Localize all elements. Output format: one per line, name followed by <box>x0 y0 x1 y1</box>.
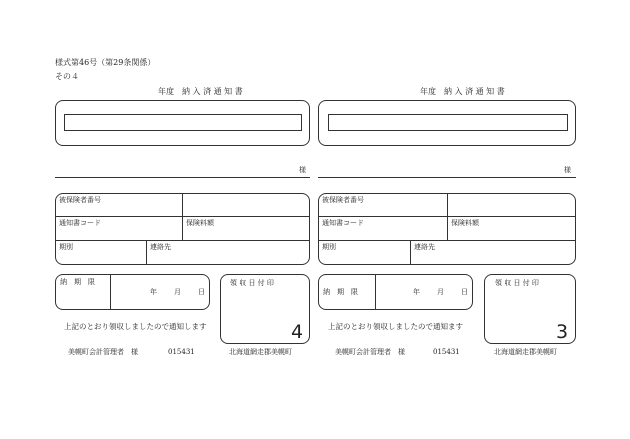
due-year: 年 <box>150 288 157 296</box>
slip-title: 年度 納 入 済 通 知 書 <box>158 87 243 96</box>
notice-code-label: 通知書コード <box>322 219 364 227</box>
due-month: 月 <box>174 288 181 296</box>
address: 北海道網走郡美幌町 <box>494 348 557 356</box>
due-year: 年 <box>413 288 420 296</box>
period-label: 期別 <box>59 243 73 251</box>
treasurer: 美幌町会計管理者 様 <box>335 348 405 356</box>
slip-title: 年度 納 入 済 通 知 書 <box>420 87 505 96</box>
treasurer: 美幌町会計管理者 様 <box>68 348 138 356</box>
honorific-sama: 様 <box>299 166 306 174</box>
due-date-label: 納 期 限 <box>60 278 95 286</box>
premium-label: 保険料額 <box>451 219 479 227</box>
copy-number: 3 <box>556 321 569 343</box>
contact-label: 連絡先 <box>150 243 171 251</box>
receipt-message: 上記のとおり領収しましたので通知ます <box>328 322 463 331</box>
receipt-stamp-label: 領 収 日 付 印 <box>230 279 274 287</box>
premium-label: 保険料額 <box>186 219 214 227</box>
copy-number: 4 <box>291 321 304 343</box>
addressee-line <box>318 177 576 178</box>
due-day: 日 <box>198 288 205 296</box>
receipt-stamp-label: 領 収 日 付 印 <box>495 279 539 287</box>
sub-number: その４ <box>55 72 79 81</box>
notice-code-label: 通知書コード <box>59 219 101 227</box>
grid-col-divider <box>447 193 448 240</box>
grid-col-divider <box>410 240 411 265</box>
postal-code: 015431 <box>433 348 460 356</box>
addressee-line <box>55 177 310 178</box>
insured-number-label: 被保険者番号 <box>322 196 364 204</box>
grid-col-divider <box>182 193 183 240</box>
form-number: 様式第46号（第29条関係） <box>55 58 156 67</box>
period-label: 期別 <box>322 243 336 251</box>
grid-row-divider <box>55 240 310 241</box>
due-month: 月 <box>437 288 444 296</box>
grid-row-divider <box>318 240 576 241</box>
due-date-divider <box>375 274 376 310</box>
address: 北海道網走郡美幌町 <box>229 348 292 356</box>
postal-code: 015431 <box>168 348 195 356</box>
due-date-divider <box>110 274 111 310</box>
name-field <box>64 114 302 131</box>
due-date-label: 納 期 限 <box>323 288 358 296</box>
insured-number-label: 被保険者番号 <box>59 196 101 204</box>
grid-col-divider <box>146 240 147 265</box>
due-day: 日 <box>461 288 468 296</box>
honorific-sama: 様 <box>564 166 571 174</box>
name-field <box>328 114 568 131</box>
receipt-message: 上記のとおり領収しましたので通知します <box>64 322 207 331</box>
contact-label: 連絡先 <box>414 243 435 251</box>
